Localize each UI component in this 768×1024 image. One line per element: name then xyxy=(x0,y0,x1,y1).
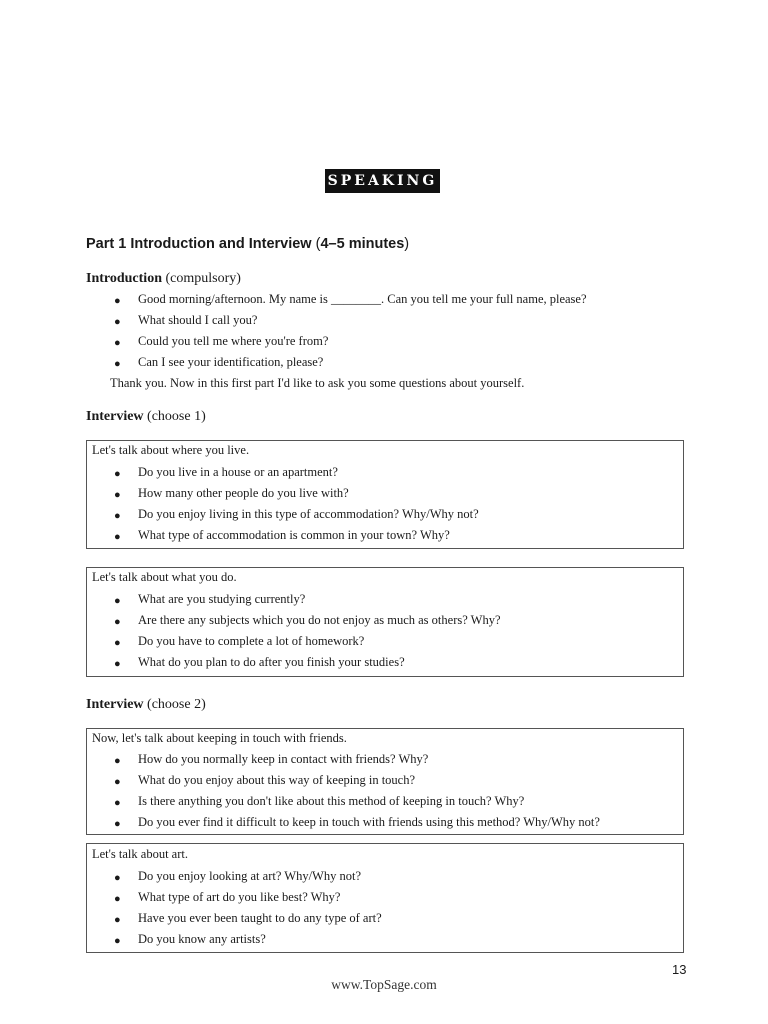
bullet-icon: ● xyxy=(114,935,121,947)
bullet-icon: ● xyxy=(114,658,121,670)
bullet-icon: ● xyxy=(114,755,121,767)
introduction-item: Could you tell me where you're from? xyxy=(138,334,329,348)
bullet-icon: ● xyxy=(114,872,121,884)
introduction-item: What should I call you? xyxy=(138,313,258,327)
introduction-note: (compulsory) xyxy=(165,271,241,286)
bullet-icon: ● xyxy=(114,818,121,830)
footer-url: www.TopSage.com xyxy=(331,977,437,992)
bullet-icon: ● xyxy=(114,358,121,370)
bullet-icon: ● xyxy=(114,616,121,628)
part-title-text: Part 1 Introduction and Interview xyxy=(86,236,312,252)
bullet-icon: ● xyxy=(114,316,121,328)
question-item: Do you enjoy looking at art? Why/Why not? xyxy=(138,869,361,883)
introduction-item: Can I see your identification, please? xyxy=(138,355,324,369)
interview-1-heading-label: Interview xyxy=(86,409,144,424)
bullet-icon: ● xyxy=(114,295,121,307)
bullet-icon: ● xyxy=(114,468,121,480)
introduction-closing: Thank you. Now in this first part I'd like to ask you some questions about yourself. xyxy=(110,376,525,390)
question-item: Do you know any artists? xyxy=(138,932,266,946)
question-box-lead: Now, let's talk about keeping in touch with friends. xyxy=(92,731,347,745)
interview-2-heading xyxy=(86,697,206,713)
question-item: How do you normally keep in contact with friends? Why? xyxy=(138,752,429,766)
introduction-heading-label: Introduction xyxy=(86,271,162,286)
question-item: Are there any subjects which you do not enjoy as much as others? Why? xyxy=(138,613,501,627)
question-item: What are you studying currently? xyxy=(138,592,306,606)
bullet-icon: ● xyxy=(114,595,121,607)
question-item: What do you plan to do after you finish your studies? xyxy=(138,655,405,669)
bullet-icon: ● xyxy=(114,337,121,349)
question-item: Do you live in a house or an apartment? xyxy=(138,465,338,479)
section-banner: SPEAKING xyxy=(325,169,440,193)
bullet-icon: ● xyxy=(114,797,121,809)
question-item: How many other people do you live with? xyxy=(138,486,349,500)
part-title xyxy=(86,236,409,252)
question-item: Do you enjoy living in this type of accommodation? Why/Why not? xyxy=(138,507,479,521)
introduction-item: Good morning/afternoon. My name is ________. Can you tell me your full name, please? xyxy=(138,292,587,306)
question-item: Is there anything you don't like about this method of keeping in touch? Why? xyxy=(138,794,525,808)
interview-1-heading xyxy=(86,409,206,425)
part-duration: 4–5 minutes xyxy=(320,236,405,252)
bullet-icon: ● xyxy=(114,510,121,522)
question-box-lead: Let's talk about art. xyxy=(92,847,188,861)
bullet-icon: ● xyxy=(114,893,121,905)
duration-close-paren: ) xyxy=(404,236,410,252)
question-item: Do you have to complete a lot of homework? xyxy=(138,634,365,648)
interview-2-heading-label: Interview xyxy=(86,697,144,712)
interview-1-note: (choose 1) xyxy=(147,409,206,424)
bullet-icon: ● xyxy=(114,637,121,649)
question-item: What do you enjoy about this way of keeping in touch? xyxy=(138,773,416,787)
interview-2-note: (choose 2) xyxy=(147,697,206,712)
question-box-lead: Let's talk about what you do. xyxy=(92,570,237,584)
bullet-icon: ● xyxy=(114,776,121,788)
introduction-heading xyxy=(86,271,241,287)
question-item: What type of art do you like best? Why? xyxy=(138,890,341,904)
page-number: 13 xyxy=(672,962,687,977)
bullet-icon: ● xyxy=(114,489,121,501)
bullet-icon: ● xyxy=(114,914,121,926)
question-item: What type of accommodation is common in your town? Why? xyxy=(138,528,450,542)
bullet-icon: ● xyxy=(114,531,121,543)
question-box-lead: Let's talk about where you live. xyxy=(92,443,250,457)
duration-open-paren: ( xyxy=(315,236,321,252)
question-item: Do you ever find it difficult to keep in touch with friends using this method? Why/Why not? xyxy=(138,815,600,829)
question-item: Have you ever been taught to do any type of art? xyxy=(138,911,382,925)
